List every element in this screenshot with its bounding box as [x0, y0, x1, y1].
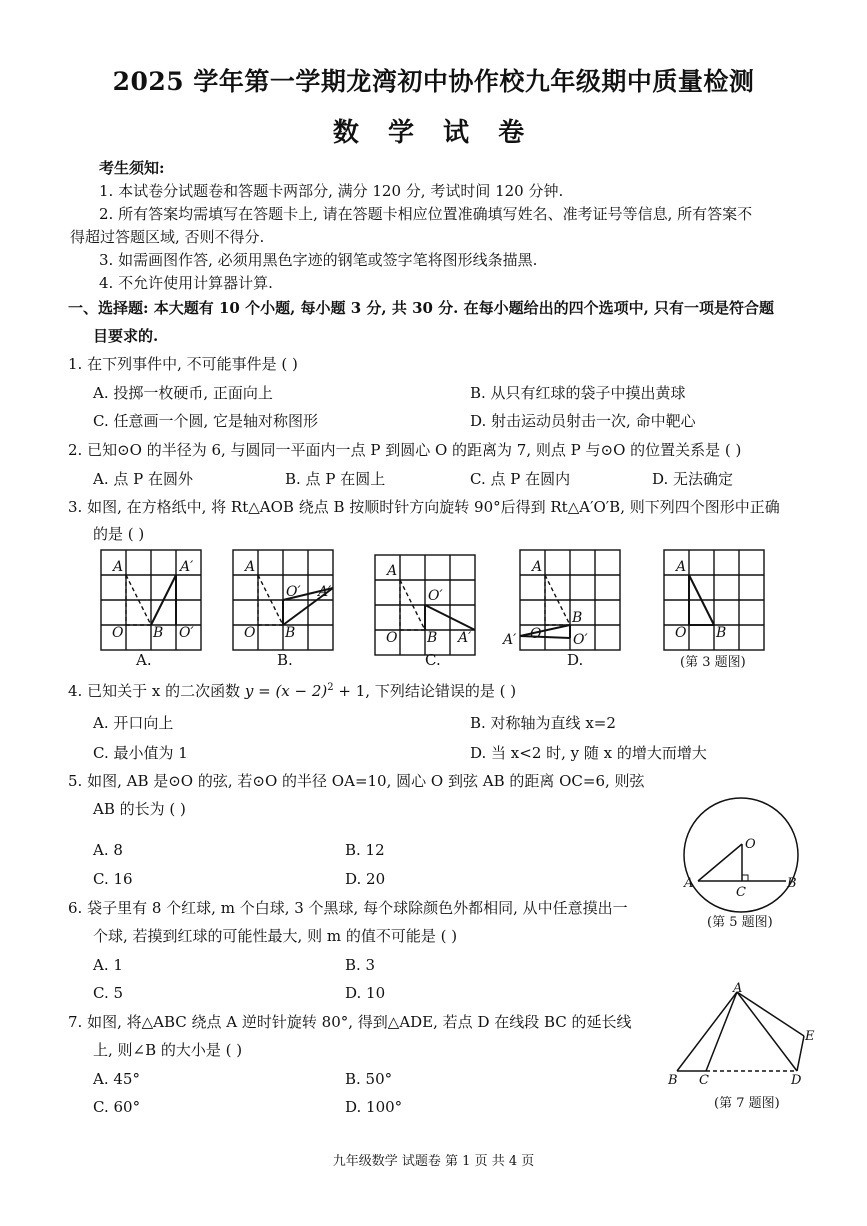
q3c-label-a: A: [387, 563, 398, 579]
q3b-label-b: B: [285, 625, 296, 641]
q6-stem-cont: 个球, 若摸到红球的可能性最大, 则 m 的值不可能是 ( ): [93, 927, 458, 945]
q5-option-b: B. 12: [345, 841, 385, 859]
notice-heading: 考生须知:: [99, 159, 165, 177]
q3a-label-o: O: [112, 625, 124, 641]
q7-figure-caption: (第 7 题图): [714, 1096, 780, 1111]
q3-caption-d: D.: [567, 651, 584, 669]
q5-stem-cont: AB 的长为 ( ): [93, 800, 186, 818]
q4-option-d: D. 当 x<2 时, y 随 x 的增大而增大: [470, 744, 707, 762]
q6-stem: 6. 袋子里有 8 个红球, m 个白球, 3 个黑球, 每个球除颜色外都相同, 从中任意摸出一: [68, 899, 628, 917]
q7-option-d: D. 100°: [345, 1098, 403, 1116]
q4-option-a: A. 开口向上: [93, 714, 174, 732]
page-title: 2025 学年第一学期龙湾初中协作校九年级期中质量检测: [112, 67, 755, 96]
notice-item-1: 1. 本试卷分试题卷和答题卡两部分, 满分 120 分, 考试时间 120 分钟.: [99, 182, 564, 200]
q3-figure-caption: (第 3 题图): [680, 655, 746, 670]
notice-item-4: 4. 不允许使用计算器计算.: [99, 274, 273, 292]
q5-option-a: A. 8: [93, 841, 123, 859]
q3b-label-o1: O′: [286, 584, 301, 600]
q5-stem: 5. 如图, AB 是⊙O 的弦, 若⊙O 的半径 OA=10, 圆心 O 到弦 AB 的距离 OC=6, 则弦: [68, 772, 645, 790]
q7-option-a: A. 45°: [93, 1070, 140, 1088]
notice-item-2: 2. 所有答案均需填写在答题卡上, 请在答题卡相应位置准确填写姓名、准考证号等信息, 所有答案不: [99, 205, 753, 223]
q3b-label-o: O: [244, 625, 256, 641]
q3-stem: 3. 如图, 在方格纸中, 将 Rt△AOB 绕点 B 按顺时针方向旋转 90°后得到 Rt△A′O′B, 则下列四个图形中正确: [68, 498, 780, 516]
q3c-label-b: B: [427, 630, 438, 646]
page-footer: 九年级数学 试题卷 第 1 页 共 4 页: [332, 1154, 535, 1169]
q5-label-c: C: [736, 885, 746, 900]
q7-label-a: A: [733, 981, 743, 996]
q7-stem: 7. 如图, 将△ABC 绕点 A 逆时针旋转 80°, 得到△ADE, 若点 D 在线段 BC 的延长线: [68, 1013, 632, 1031]
q6-option-b: B. 3: [345, 956, 376, 974]
q3c-label-o: O: [386, 630, 398, 646]
q2-option-c: C. 点 P 在圆内: [470, 470, 571, 488]
q1-option-c: C. 任意画一个圆, 它是轴对称图形: [93, 412, 319, 430]
q2-option-d: D. 无法确定: [652, 470, 734, 488]
q3-caption-b: B.: [277, 651, 293, 669]
q3d-label-o1: O′: [573, 632, 588, 648]
q3a-label-b: B: [153, 625, 164, 641]
q3d-label-o: O: [530, 626, 542, 642]
page-subtitle: 数 学 试 卷: [332, 118, 535, 148]
q1-option-d: D. 射击运动员射击一次, 命中靶心: [470, 412, 696, 430]
q2-option-b: B. 点 P 在圆上: [285, 470, 386, 488]
q1-option-a: A. 投掷一枚硬币, 正面向上: [93, 384, 273, 402]
q7-option-c: C. 60°: [93, 1098, 141, 1116]
q3o-label-o: O: [675, 625, 687, 641]
q5-label-a: A: [684, 876, 694, 891]
q3c-label-o1: O′: [428, 588, 443, 604]
q4-option-c: C. 最小值为 1: [93, 744, 188, 762]
q3c-label-a1: A′: [458, 630, 472, 646]
q5-option-d: D. 20: [345, 870, 386, 888]
q7-label-d: D: [791, 1073, 802, 1088]
q5-label-b: B: [787, 876, 797, 891]
q5-figure-caption: (第 5 题图): [707, 915, 773, 930]
q3o-label-a: A: [676, 559, 687, 575]
q6-option-d: D. 10: [345, 984, 386, 1002]
q3a-label-o1: O′: [179, 625, 194, 641]
q3d-label-a1: A′: [503, 632, 517, 648]
q6-option-a: A. 1: [93, 956, 123, 974]
q7-label-c: C: [699, 1073, 709, 1088]
q4-stem-pre: 4. 已知关于 x 的二次函数: [68, 682, 241, 700]
q3-caption-a: A.: [136, 651, 152, 669]
q1-stem: 1. 在下列事件中, 不可能事件是 ( ): [68, 355, 298, 373]
q7-figure: [660, 980, 820, 1090]
section-heading-cont: 目要求的.: [93, 327, 159, 345]
notice-item-3: 3. 如需画图作答, 必须用黑色字迹的钢笔或签字笔将图形线条描黑.: [99, 251, 538, 269]
q2-stem: 2. 已知⊙O 的半径为 6, 与圆同一平面内一点 P 到圆心 O 的距离为 7, 则点 P 与⊙O 的位置关系是 ( ): [68, 441, 742, 459]
notice-item-2-cont: 得超过答题区域, 否则不得分.: [70, 228, 265, 246]
q4-stem-post: + 1, 下列结论错误的是 ( ): [338, 682, 517, 700]
q3-stem-cont: 的是 ( ): [93, 525, 145, 543]
q4-option-b: B. 对称轴为直线 x=2: [470, 714, 616, 732]
q3d-label-b: B: [572, 610, 583, 626]
q6-option-c: C. 5: [93, 984, 124, 1002]
q5-option-c: C. 16: [93, 870, 133, 888]
q3-caption-c: C.: [425, 651, 441, 669]
q3a-label-a: A: [113, 559, 124, 575]
q7-option-b: B. 50°: [345, 1070, 393, 1088]
q7-label-e: E: [805, 1029, 815, 1044]
q7-stem-cont: 上, 则∠B 的大小是 ( ): [93, 1041, 243, 1059]
q5-label-o: O: [745, 837, 756, 852]
section-heading: 一、选择题: 本大题有 10 个小题, 每小题 3 分, 共 30 分. 在每小题给出的四个选项中, 只有一项是符合题: [68, 299, 775, 317]
q4-function: y = (x − 2): [244, 682, 328, 700]
q3o-label-b: B: [716, 625, 727, 641]
q1-option-b: B. 从只有红球的袋子中摸出黄球: [470, 384, 686, 402]
q3b-label-a1: A′: [318, 584, 332, 600]
q4-exponent: 2: [327, 682, 334, 693]
q3a-label-a1: A′: [180, 559, 194, 575]
q4-stem: [68, 678, 516, 701]
q7-label-b: B: [668, 1073, 678, 1088]
q3d-label-a: A: [532, 559, 543, 575]
q2-option-a: A. 点 P 在圆外: [93, 470, 193, 488]
q3b-label-a: A: [245, 559, 256, 575]
